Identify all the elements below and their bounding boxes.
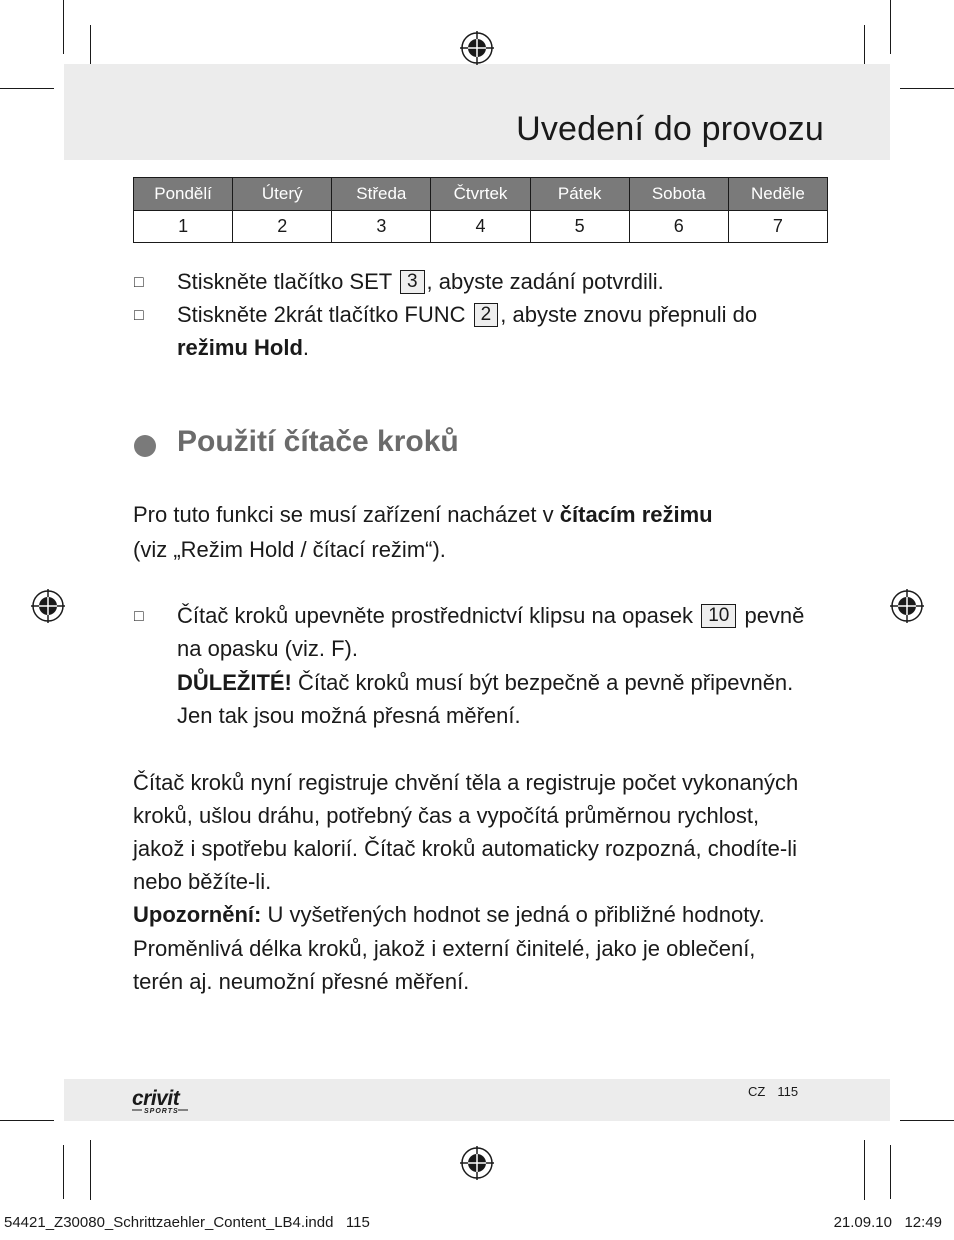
bullet-icon: □ (134, 307, 144, 324)
paragraph-line: nebo běžíte-li. (133, 869, 272, 894)
page-reference (748, 1084, 798, 1099)
step-text: , abyste zadání potvrdili. (426, 269, 664, 294)
step-clip-line4: Jen tak jsou možná přesná měření. (177, 703, 521, 728)
crop-mark (0, 88, 54, 89)
crop-mark (900, 1120, 954, 1121)
bullet-icon: □ (134, 274, 144, 291)
crop-mark (63, 0, 64, 54)
intro-line2: (viz „Režim Hold / čítací režim“). (133, 537, 446, 562)
table-header-cell: Pátek (530, 178, 629, 211)
registration-mark-icon (460, 1146, 494, 1180)
table-cell: 3 (332, 210, 431, 243)
step-clip-line2: na opasku (viz. F). (177, 636, 358, 661)
table-cell: 4 (431, 210, 530, 243)
logo-subtext: SPORTS (144, 1108, 179, 1115)
important-text: Čítač kroků musí být bezpečně a pevně připevněn. (291, 670, 794, 695)
table-row (134, 210, 828, 243)
button-reference: 3 (400, 270, 425, 294)
step-func (177, 298, 757, 331)
days-table (133, 177, 828, 243)
registration-mark-icon (890, 589, 924, 623)
paragraph-line: jakož i spotřebu kalorií. Čítač kroků automaticky rozpozná, chodíte-li (133, 836, 797, 861)
table-cell: 6 (629, 210, 728, 243)
section-bullet-icon (134, 435, 156, 457)
note-line (133, 898, 765, 931)
step-text: Stiskněte tlačítko SET (177, 269, 392, 294)
table-cell: 7 (728, 210, 827, 243)
bullet-icon: □ (134, 608, 144, 625)
note-line: terén aj. neumožní přesné měření. (133, 969, 470, 994)
paragraph-line: kroků, ušlou dráhu, potřebný čas a vypočítá průměrnou rychlost, (133, 803, 760, 828)
step-clip (177, 599, 804, 632)
step-func-line2 (177, 331, 309, 364)
language-code: CZ (748, 1084, 766, 1099)
logo-text: crivit (132, 1087, 180, 1110)
step-text: Stiskněte 2krát tlačítko FUNC (177, 302, 466, 327)
crop-mark (900, 88, 954, 89)
page-title: Uvedení do provozu (516, 110, 824, 148)
important-note (177, 666, 793, 699)
part-reference: 10 (701, 604, 736, 628)
table-cell: 2 (233, 210, 332, 243)
table-header-cell: Čtvrtek (431, 178, 530, 211)
table-cell: 5 (530, 210, 629, 243)
bold-text: čítacím režimu (559, 502, 713, 527)
file-slug: 54421_Z30080_Schrittzaehler_Content_LB4.indd 115 (4, 1214, 370, 1231)
table-header-cell: Úterý (233, 178, 332, 211)
crop-mark (90, 1140, 91, 1200)
step-set (177, 265, 664, 298)
registration-mark-icon (31, 589, 65, 623)
registration-mark-icon (460, 31, 494, 65)
note-line: Proměnlivá délka kroků, jakož i externí činitelé, jako je oblečení, (133, 936, 756, 961)
intro-text: Pro tuto funkci se musí zařízení nacházet v (133, 502, 560, 527)
section-title: Použití čítače kroků (177, 425, 459, 458)
crop-mark (63, 1145, 64, 1199)
crop-mark (890, 0, 891, 54)
table-header-cell: Sobota (629, 178, 728, 211)
intro-line1 (133, 498, 713, 531)
important-label: DŮLEŽITÉ! (177, 670, 292, 695)
crop-mark (0, 1120, 54, 1121)
note-label: Upozornění: (133, 902, 262, 927)
bold-text: režimu Hold (177, 335, 303, 360)
page-number: 115 (777, 1084, 799, 1099)
step-text: pevně (744, 603, 805, 628)
step-text: Čítač kroků upevněte prostřednictví klipsu na opasek (177, 603, 694, 628)
table-cell: 1 (134, 210, 233, 243)
table-header-row (134, 178, 828, 211)
table-header-cell: Neděle (728, 178, 827, 211)
paragraph-line: Čítač kroků nyní registruje chvění těla a registruje počet vykonaných (133, 770, 799, 795)
date-time-slug: 21.09.10 12:49 (833, 1214, 942, 1231)
table-header-cell: Středa (332, 178, 431, 211)
note-text: U vyšetřených hodnot se jedná o přibližné hodnoty. (261, 902, 765, 927)
button-reference: 2 (474, 303, 499, 327)
crivit-logo (130, 1085, 200, 1119)
crop-mark (890, 1145, 891, 1199)
crop-mark (864, 1140, 865, 1200)
table-header-cell: Pondělí (134, 178, 233, 211)
step-text: , abyste znovu přepnuli do (500, 302, 758, 327)
step-text: . (302, 335, 310, 360)
